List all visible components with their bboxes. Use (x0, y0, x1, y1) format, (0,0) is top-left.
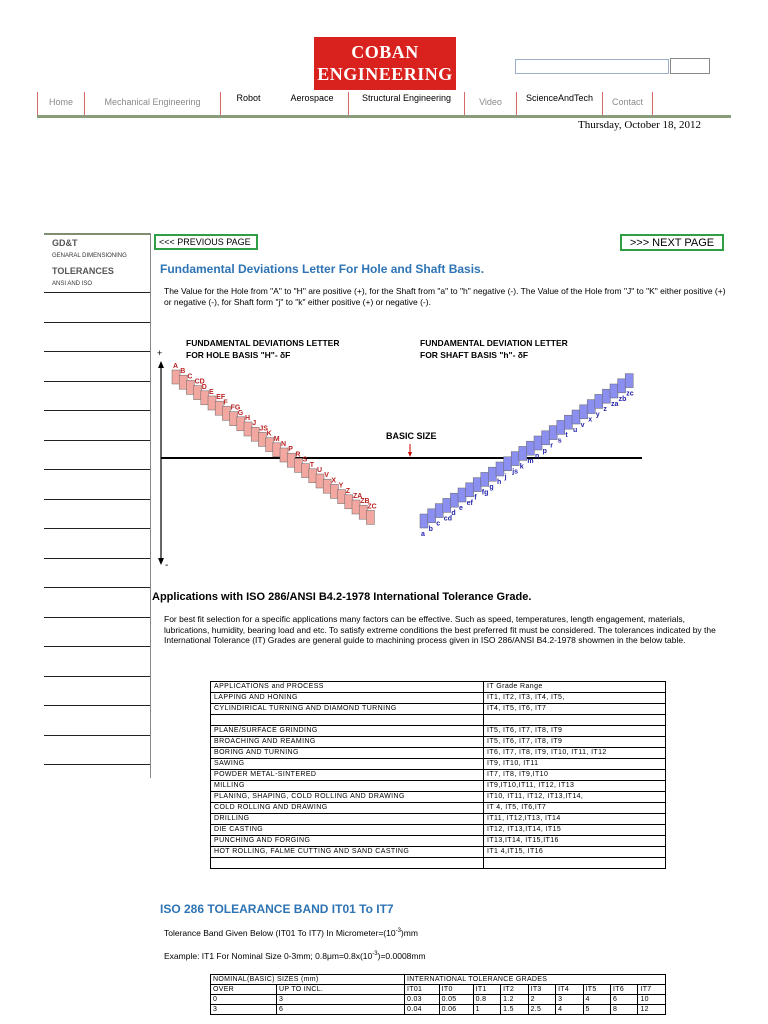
table-cell: PLANE/SURFACE GRINDING (211, 726, 484, 737)
sidebar-divider (44, 676, 150, 677)
deviation-block (366, 510, 374, 524)
deviation-block (420, 514, 428, 528)
table-header-cell: IT01 (405, 985, 440, 995)
table-cell: SAWING (211, 759, 484, 770)
deviation-block (443, 498, 451, 512)
deviation-block (572, 410, 580, 424)
table-cell: IT9,IT10,IT11, IT12, IT13 (484, 781, 666, 792)
deviation-letter: G (237, 409, 244, 417)
deviation-block (458, 488, 466, 502)
table-cell: 5 (583, 1005, 610, 1015)
deviation-letter: V (324, 472, 329, 480)
table-cell: PLANING, SHAPING, COLD ROLLING AND DRAWING (211, 792, 484, 803)
table-cell: IT1, IT2, IT3, IT4, IT5, (484, 693, 666, 704)
deviation-block (316, 474, 324, 488)
deviation-letter: u (573, 427, 578, 434)
applications-paragraph: For best fit selection for a specific applications many factors can be effective. Such as speed, temperatures, length engagement, materials, lubrications, humidity, bearing load and etc. To satisfy extreme conditions the best preferred fit must be considered. The tolerances indicated by the International Tolerance (IT) Grades are general guide to machining process given in ISO 286/ANSI B4.2-1978 showmen in the below table. (164, 614, 716, 645)
table-header-cell: UP TO INCL. (277, 985, 405, 995)
deviation-letter: D (201, 383, 207, 391)
table-cell: CYLINDIRICAL TURNING AND DIAMOND TURNING (211, 704, 484, 715)
deviation-block (230, 412, 238, 426)
table-cell: IT5, IT6, IT7, IT8, IT9 (484, 737, 666, 748)
deviation-letter: r (550, 442, 553, 450)
current-date: Thursday, October 18, 2012 (578, 119, 702, 131)
deviation-letter: v (580, 421, 585, 429)
deviation-letter: K (266, 430, 272, 438)
band-text-prefix: Tolerance Band Given Below (IT01 To IT7) In Micrometer=(10 (164, 928, 396, 938)
nav-structural-engineering[interactable]: Structural Engineering (348, 92, 464, 115)
table-cell: 8 (611, 1005, 638, 1015)
table-cell: 6 (611, 995, 638, 1005)
deviation-letter: ZA (353, 493, 363, 500)
deviation-letter: ZC (367, 503, 377, 511)
axis-arrow-down (158, 558, 164, 565)
table-cell (211, 715, 484, 726)
deviation-letter: J (252, 420, 257, 428)
shaft-label-1: FUNDAMENTAL DEVIATION LETTER (420, 338, 568, 348)
table-cell: 3 (277, 995, 405, 1005)
deviation-letter: CD (194, 378, 205, 386)
deviation-block (172, 370, 180, 384)
table-cell: 1.2 (501, 995, 528, 1005)
deviation-letter: H (245, 415, 251, 422)
deviation-block (222, 406, 230, 420)
deviation-block (194, 386, 202, 400)
deviation-letter: za (611, 401, 619, 408)
table-cell (211, 858, 484, 869)
table-cell: IT9, IT10, IT11 (484, 759, 666, 770)
deviation-letter: s (557, 437, 562, 445)
deviation-block (428, 509, 436, 523)
deviation-block (287, 453, 295, 467)
nav-divider (652, 92, 653, 115)
table-row (211, 814, 666, 825)
table-cell: 4 (556, 1005, 583, 1015)
table-cell: 2 (528, 995, 555, 1005)
nav-science-and-tech[interactable]: ScienceAndTech (516, 92, 602, 115)
deviation-block (309, 469, 317, 483)
table-cell: HOT ROLLING, FALME CUTTING AND SAND CASTING (211, 847, 484, 858)
table-header-cell: IT2 (501, 985, 528, 995)
deviation-letter: JS (259, 425, 268, 433)
deviation-letter: ef (466, 499, 473, 507)
deviation-letter: E (209, 389, 214, 396)
table-row (211, 995, 666, 1005)
deviation-block (352, 500, 360, 514)
table-header-cell: APPLICATIONS and PROCESS (211, 682, 484, 693)
table-cell: IT7, IT8, IT9,IT10 (484, 770, 666, 781)
logo-line-2: ENGINEERING (317, 64, 453, 84)
table-row (211, 726, 666, 737)
deviation-letter: y (595, 411, 600, 419)
header-rule (37, 115, 731, 118)
table-header-cell: IT1 (473, 985, 500, 995)
example-prefix: Example: IT1 For Nominal Size 0-3mm; 0.8μm=0.8x(10 (164, 951, 373, 961)
sidebar-divider (44, 292, 150, 293)
deviation-block (595, 394, 603, 408)
nav-mechanical-engineering[interactable]: Mechanical Engineering (84, 92, 220, 115)
deviation-letter: g (489, 484, 494, 492)
sidebar-item-tolerances[interactable]: TOLERANCES (52, 266, 114, 276)
table-cell: 10 (638, 995, 666, 1005)
table-row (211, 792, 666, 803)
deviation-block (215, 401, 223, 415)
deviation-block (266, 438, 274, 452)
deviation-block (338, 490, 346, 504)
table-cell: 2.5 (528, 1005, 555, 1015)
sidebar-divider (44, 705, 150, 706)
table-cell: IT11, IT12,IT13, IT14 (484, 814, 666, 825)
sidebar-divider (44, 410, 150, 411)
deviation-letter: e (459, 505, 463, 512)
table-cell: IT6, IT7, IT8, IT9, IT10, IT11, IT12 (484, 748, 666, 759)
sidebar-divider (44, 440, 150, 441)
deviation-block (258, 432, 266, 446)
table-cell: 0.04 (405, 1005, 440, 1015)
sidebar-divider (44, 558, 150, 559)
deviation-block (179, 375, 187, 389)
table-cell: 3 (211, 1005, 277, 1015)
table-cell: COLD ROLLING AND DRAWING (211, 803, 484, 814)
table-row (211, 847, 666, 858)
nav-home[interactable]: Home (37, 92, 84, 115)
table-cell: IT10, IT11, IT12, IT13,IT14, (484, 792, 666, 803)
table-row (211, 704, 666, 715)
deviation-letter: b (428, 525, 433, 533)
deviation-block (580, 405, 588, 419)
deviation-block (323, 479, 331, 493)
applications-title: Applications with ISO 286/ANSI B4.2-1978 International Tolerance Grade. (152, 591, 532, 603)
sidebar-divider (44, 587, 150, 588)
sidebar-divider (44, 735, 150, 736)
deviation-block (602, 389, 610, 403)
sidebar-divider (44, 351, 150, 352)
deviation-block (201, 391, 209, 405)
deviation-letter: M (273, 435, 280, 443)
deviation-letter: Y (338, 482, 344, 490)
table-cell: BORING AND TURNING (211, 748, 484, 759)
table-header-row (211, 682, 666, 693)
table-cell: IT12, IT13,IT14, IT15 (484, 825, 666, 836)
site-logo[interactable] (314, 37, 456, 90)
iso-tolerance-table (210, 974, 666, 1015)
table-cell: PUNCHING AND FORGING (211, 836, 484, 847)
table-row (211, 781, 666, 792)
sidebar-divider (44, 764, 150, 765)
deviation-block (244, 422, 252, 436)
deviation-letter: zb (618, 395, 627, 403)
plus-sign: + (157, 348, 163, 358)
table-group-cell: INTERNATIONAL TOLERANCE GRADES (405, 975, 666, 985)
deviation-letter: m (527, 458, 534, 466)
deviation-block (496, 462, 504, 476)
deviation-block (273, 443, 281, 457)
deviation-letter: j (504, 473, 507, 481)
band-text-suffix: )mm (400, 928, 418, 938)
deviation-letter: t (565, 432, 568, 440)
table-row (211, 748, 666, 759)
shaft-deviation-blocks (420, 374, 634, 538)
table-row (211, 825, 666, 836)
table-row (211, 858, 666, 869)
deviation-letter: T (309, 461, 315, 469)
deviation-block (359, 505, 367, 519)
sidebar-border (150, 233, 151, 778)
deviation-letter: d (451, 510, 456, 518)
deviation-block (557, 420, 565, 434)
deviation-letter: zc (626, 390, 634, 398)
table-cell: 12 (638, 1005, 666, 1015)
table-header-cell: OVER (211, 985, 277, 995)
nav-video[interactable]: Video (464, 92, 516, 115)
table-cell: 0 (211, 995, 277, 1005)
logo-line-1: COBAN (351, 42, 419, 62)
deviation-block (549, 426, 557, 440)
deviation-block (542, 431, 550, 445)
example-text (164, 951, 426, 961)
nav-robot[interactable]: Robot (220, 92, 276, 115)
table-header-cell: IT4 (556, 985, 583, 995)
deviation-letter: X (331, 477, 337, 485)
band-exponent: -3 (395, 928, 401, 935)
table-group-row (211, 975, 666, 985)
table-row (211, 759, 666, 770)
basic-size-label: BASIC SIZE (386, 431, 437, 441)
hole-label-2: FOR HOLE BASIS "H"- δF (186, 350, 291, 360)
table-cell (484, 858, 666, 869)
table-cell: 0.05 (439, 995, 473, 1005)
shaft-label-2: FOR SHAFT BASIS "h"- δF (420, 350, 529, 360)
deviation-block (466, 483, 474, 497)
deviation-letter: P (288, 446, 293, 454)
deviation-letter: Z (345, 487, 351, 495)
deviation-block (294, 458, 302, 472)
deviation-block (534, 436, 542, 450)
deviation-block (473, 478, 481, 492)
iso-title: ISO 286 TOLEARANCE BAND IT01 To IT7 (160, 902, 394, 916)
deviation-letter: B (180, 368, 186, 376)
table-header-cell: IT7 (638, 985, 666, 995)
table-row (211, 1005, 666, 1015)
hole-label-1: FUNDAMENTAL DEVIATIONS LETTER (186, 338, 340, 348)
tolerance-band-text (164, 928, 418, 938)
sidebar-divider (44, 322, 150, 323)
sidebar-divider (44, 528, 150, 529)
table-cell: DIE CASTING (211, 825, 484, 836)
table-cell: POWDER METAL-SINTERED (211, 770, 484, 781)
sidebar-divider (44, 469, 150, 470)
deviation-letter: f (474, 494, 477, 502)
deviation-letter: c (436, 520, 441, 528)
deviation-letter: ZB (360, 498, 370, 506)
section-title: Fundamental Deviations Letter For Hole and Shaft Basis. (160, 262, 485, 276)
example-suffix: )=0.0008mm (377, 951, 426, 961)
table-cell: 0.8 (473, 995, 500, 1005)
table-header-cell: IT3 (528, 985, 555, 995)
table-row (211, 693, 666, 704)
axis-arrow-up (158, 361, 164, 368)
deviation-letter: n (535, 453, 540, 460)
table-cell: IT 4, IT5, IT6,IT7 (484, 803, 666, 814)
deviation-block (302, 464, 310, 478)
deviation-letter: x (588, 416, 593, 424)
sidebar-divider (44, 499, 150, 500)
deviation-block (208, 396, 216, 410)
deviation-letter: U (317, 467, 323, 474)
intro-paragraph: The Value for the Hole from "A" to "H" are positive (+), for the Shaft from "a" to "h" negative (-). The Value of the Hole from "J" to "K" either positive (+) or negative (-), for Shaft form "j" to "k" either positive (+) or negative (-). (164, 286, 726, 307)
deviation-letter: S (302, 456, 308, 464)
deviation-block (186, 380, 194, 394)
sidebar-item-tolerances-sub[interactable]: ANSI AND ISO (52, 281, 93, 287)
table-row (211, 803, 666, 814)
sidebar-item-gdt[interactable]: GD&T (52, 238, 78, 248)
sidebar-top-rule (44, 233, 150, 235)
search-button[interactable] (670, 58, 710, 74)
deviation-block (481, 472, 489, 486)
table-row (211, 715, 666, 726)
deviation-block (610, 384, 618, 398)
deviation-block (345, 495, 353, 509)
sidebar-divider (44, 646, 150, 647)
next-page-button[interactable]: >>> NEXT PAGE (620, 234, 724, 251)
table-cell (484, 715, 666, 726)
table-cell: IT13,IT14, IT15,IT16 (484, 836, 666, 847)
minus-sign: - (165, 560, 169, 571)
table-cell: IT4, IT5, IT6, IT7 (484, 704, 666, 715)
table-cell: 4 (583, 995, 610, 1005)
table-cell: 3 (556, 995, 583, 1005)
table-cell: IT1 4,IT15, IT16 (484, 847, 666, 858)
deviation-block (564, 415, 572, 429)
fundamental-deviation-diagram (152, 334, 730, 574)
table-cell: LAPPING AND HONING (211, 693, 484, 704)
deviation-block (526, 441, 534, 455)
deviation-block (251, 427, 259, 441)
deviation-block (488, 467, 496, 481)
deviation-block (435, 504, 443, 518)
deviation-letter: js (512, 468, 519, 476)
basic-size-arrow (408, 452, 412, 457)
table-header-cell: IT5 (583, 985, 610, 995)
applications-table (210, 681, 666, 869)
deviation-block (450, 493, 458, 507)
table-cell: 6 (277, 1005, 405, 1015)
table-header-row (211, 985, 666, 995)
search-input[interactable] (515, 59, 669, 74)
deviation-block (511, 452, 519, 466)
table-cell: 0.06 (439, 1005, 473, 1015)
deviation-letter: cd (443, 515, 452, 523)
table-cell: MILLING (211, 781, 484, 792)
table-row (211, 737, 666, 748)
nav-contact[interactable]: Contact (602, 92, 652, 115)
deviation-block (504, 457, 512, 471)
sidebar-divider (44, 381, 150, 382)
sidebar-item-gdt-sub[interactable]: GENARAL DIMENSIONING (52, 253, 127, 259)
table-header-cell: IT0 (439, 985, 473, 995)
deviation-letter: EF (216, 394, 226, 402)
table-cell: 0.03 (405, 995, 440, 1005)
deviation-letter: C (187, 373, 193, 381)
deviation-letter: N (281, 441, 287, 448)
deviation-letter: h (497, 479, 502, 486)
deviation-letter: A (173, 363, 179, 370)
hole-deviation-blocks (172, 363, 377, 524)
deviation-block (280, 448, 288, 462)
deviation-block (625, 374, 633, 388)
table-group-cell: NOMINAL(BASIC) SIZES (mm) (211, 975, 405, 985)
table-cell: 1.5 (501, 1005, 528, 1015)
table-cell: DRILLING (211, 814, 484, 825)
table-header-cell: IT Grade Range (484, 682, 666, 693)
example-exponent: -3 (372, 951, 378, 958)
nav-aerospace[interactable]: Aerospace (290, 93, 334, 103)
table-cell: BROACHING AND REAMING (211, 737, 484, 748)
sidebar-divider (44, 617, 150, 618)
deviation-letter: p (542, 447, 547, 455)
deviation-letter: k (519, 463, 524, 471)
deviation-letter: z (603, 406, 607, 414)
deviation-block (330, 484, 338, 498)
table-row (211, 836, 666, 847)
table-row (211, 770, 666, 781)
deviation-block (519, 446, 527, 460)
previous-page-button[interactable]: <<< PREVIOUS PAGE (154, 234, 258, 250)
table-header-cell: IT6 (611, 985, 638, 995)
deviation-letter: R (295, 451, 301, 459)
table-cell: IT5, IT6, IT7, IT8, IT9 (484, 726, 666, 737)
deviation-block (618, 379, 626, 393)
deviation-letter: FG (230, 404, 241, 412)
deviation-letter: a (421, 531, 425, 538)
deviation-letter: fg (481, 489, 489, 497)
deviation-letter: F (223, 399, 228, 407)
deviation-block (237, 417, 245, 431)
deviation-block (587, 400, 595, 414)
table-cell: 1 (473, 1005, 500, 1015)
